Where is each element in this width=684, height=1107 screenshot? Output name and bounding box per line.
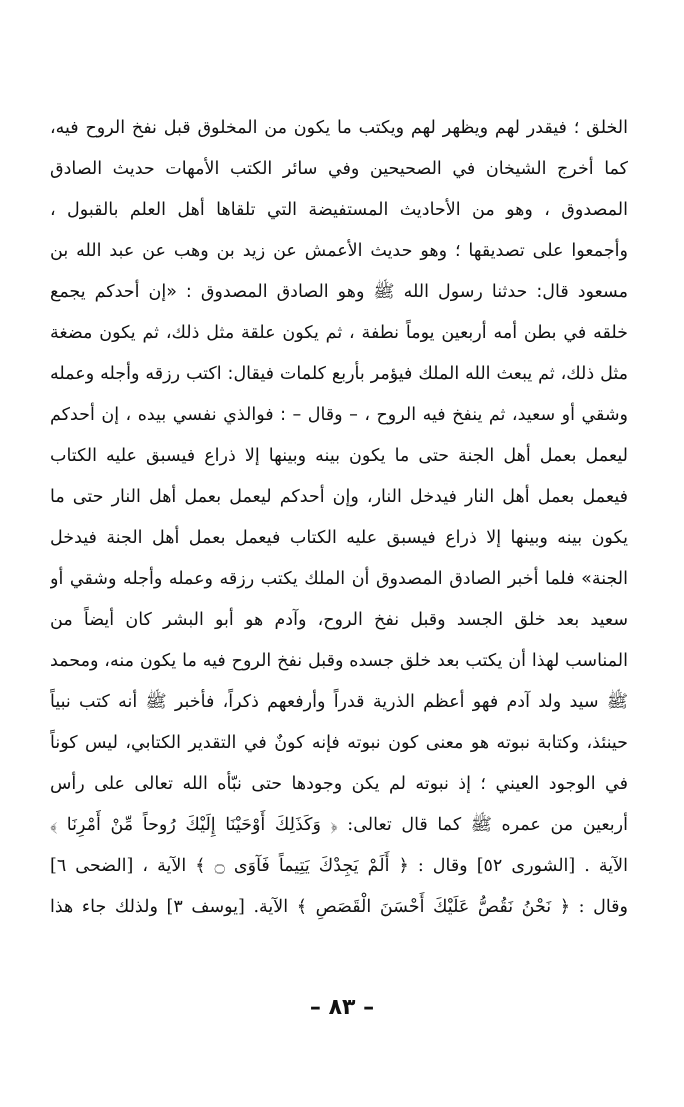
text-line: مثل ذلك، ثم يبعث الله الملك فيؤمر بأربع كلمات فيقال: اكتب رزقه وأجله وعمله xyxy=(50,364,628,384)
text-line: ليعمل بعمل أهل الجنة حتى ما يكون بينه وبينها إلا ذراع فيسبق عليه الكتاب xyxy=(50,446,628,466)
text-line: يكون بينه وبينها إلا ذراع فيسبق عليه الكتاب فيعمل بعمل أهل الجنة فيدخل xyxy=(50,528,628,548)
text-line: في الوجود العيني ؛ إذ نبوته لم يكن وجودها حتى نبّأه الله تعالى على رأس xyxy=(50,774,628,794)
text-line: المصدوق ، وهو من الأحاديث المستفيضة التي تلقاها أهل العلم بالقبول ، xyxy=(50,200,628,220)
text-line: الجنة» فلما أخبر الصادق المصدوق أن الملك يكتب رزقه وعمله وأجله وشقي أو xyxy=(50,569,628,589)
text-line: المناسب لهذا أن يكتب بعد خلق جسده وقبل نفخ الروح فيه ما يكون منه، ومحمد xyxy=(50,651,628,671)
text-line: مسعود قال: حدثنا رسول الله ﷺ وهو الصادق المصدوق : «إن أحدكم يجمع xyxy=(50,282,628,302)
text-line: الخلق ؛ فيقدر لهم ويظهر لهم ويكتب ما يكون من المخلوق قبل نفخ الروح فيه، xyxy=(50,118,628,138)
text-line: ﷺ سيد ولد آدم فهو أعظم الذرية قدراً وأرفعهم ذكراً، فأخبر ﷺ أنه كتب نبياً xyxy=(50,692,628,712)
page-body-text xyxy=(50,108,628,928)
text-line: حينئذ، وكتابة نبوته هو معنى كون نبوته فإنه كونٌ في التقدير الكتابي، ليس كوناً xyxy=(50,733,628,753)
text-line: وشقي أو سعيد، ثم ينفخ فيه الروح ، – وقال – : فوالذي نفسي بيده ، إن أحدكم xyxy=(50,405,628,425)
quran-verse-line: أربعين من عمره ﷺ كما قال تعالى: ﴿ وَكَذَلِكَ أَوْحَيْنَا إِلَيْكَ رُوحاً مِّنْ أَمْرِنَا ﴾ xyxy=(50,815,628,835)
text-line: فيعمل بعمل أهل النار فيدخل النار، وإن أحدكم ليعمل بعمل أهل النار حتى ما xyxy=(50,487,628,507)
quran-verse-line: الآية . [الشورى ٥٢] وقال : ﴿ أَلَمْ يَجِدْكَ يَتِيماً فَآوَى ۝ ﴾ الآية ، [الضحى ٦] xyxy=(50,856,628,876)
text-line: سعيد بعد خلق الجسد وقبل نفخ الروح، وآدم هو أبو البشر كان أيضاً من xyxy=(50,610,628,630)
text-line: خلقه في بطن أمه أربعين يوماً نطفة ، ثم يكون علقة مثل ذلك، ثم يكون مضغة xyxy=(50,323,628,343)
text-line: كما أخرج الشيخان في الصحيحين وفي سائر الكتب الأمهات حديث الصادق xyxy=(50,159,628,179)
page-number: – ٨٣ – xyxy=(309,995,375,1020)
quran-verse-line: وقال : ﴿ نَحْنُ نَقُصُّ عَلَيْكَ أَحْسَنَ الْقَصَصِ ﴾ الآية. [يوسف ٣] ولذلك جاء هذا xyxy=(50,897,628,917)
text-line: وأجمعوا على تصديقها ؛ وهو حديث الأعمش عن زيد بن وهب عن عبد الله بن xyxy=(50,241,628,261)
